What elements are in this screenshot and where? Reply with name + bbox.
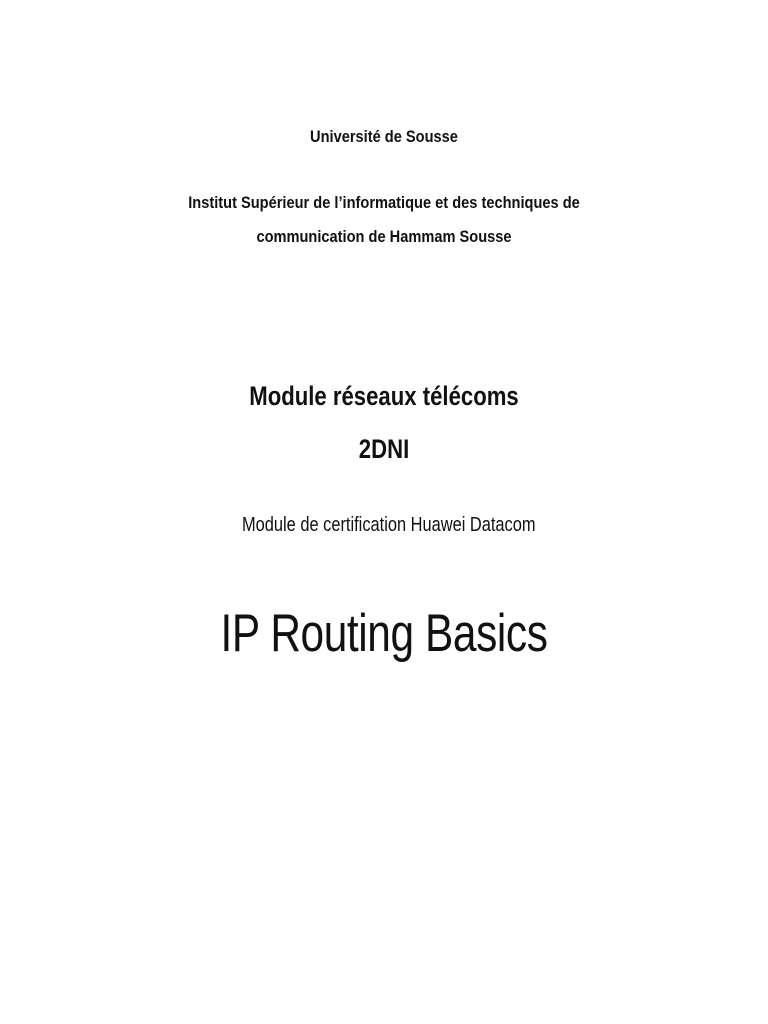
module-title: Module réseaux télécoms	[249, 381, 519, 411]
module-code: 2DNI	[358, 434, 410, 464]
certification-subtitle: Module de certification Huawei Datacom	[242, 514, 536, 536]
university-name: Université de Sousse	[310, 127, 458, 146]
document-title: IP Routing Basics	[220, 604, 548, 663]
institute-name-line-1: Institut Supérieur de l’informatique et des techniques de	[188, 193, 580, 212]
institute-name-line-2: communication de Hammam Sousse	[256, 227, 512, 246]
